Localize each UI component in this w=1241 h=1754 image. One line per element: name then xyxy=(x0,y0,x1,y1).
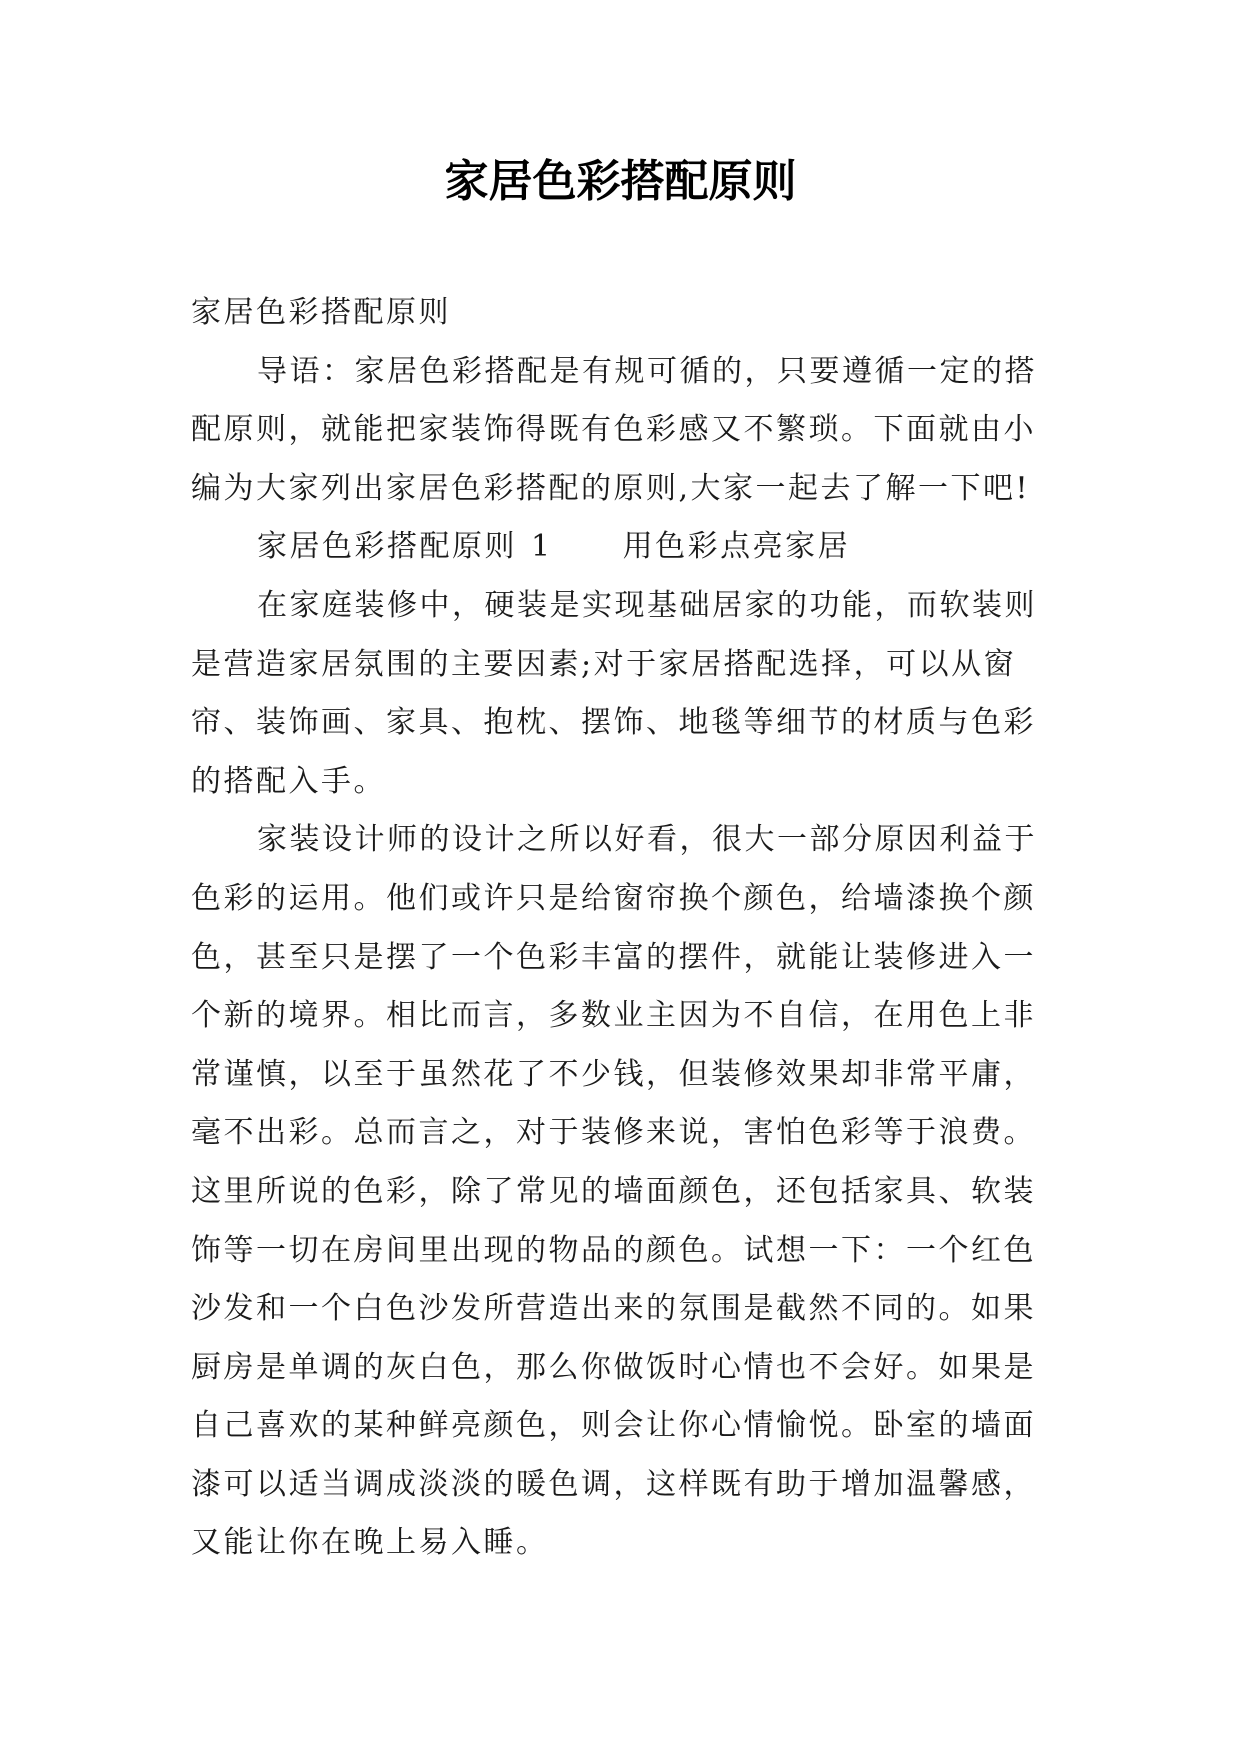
document-subtitle: 家居色彩搭配原则 xyxy=(191,295,451,330)
body-paragraph: 家装设计师的设计之所以好看，很大一部分原因利益于色彩的运用。他们或许只是给窗帘换个颜色，给墙漆换个颜色，甚至只是摆了一个色彩丰富的摆件，就能让装修进入一个新的境界。相比而言，多数业主因为不自信，在用色上非常谨慎，以至于虽然花了不少钱，但装修效果却非常平庸，毫不出彩。总而言之，对于装修来说，害怕色彩等于浪费。这里所说的色彩，除了常见的墙面颜色，还包括家具、软装饰等一切在房间里出现的物品的颜色。试想一下：一个红色沙发和一个白色沙发所营造出来的氛围是截然不同的。如果厨房是单调的灰白色，那么你做饭时心情也不会好。如果是自己喜欢的某种鲜亮颜色，则会让你心情愉悦。卧室的墙面漆可以适当调成淡淡的暖色调，这样既有助于增加温馨感，又能让你在晚上易入睡。 xyxy=(191,822,1037,1561)
section-number: 1 xyxy=(531,529,553,565)
body-paragraph: 在家庭装修中，硬装是实现基础居家的功能，而软装则是营造家居氛围的主要因素;对于家居搭配选择，可以从窗帘、装饰画、家具、抱枕、摆饰、地毯等细节的材质与色彩的搭配入手。 xyxy=(191,587,1037,799)
document-title: 家居色彩搭配原则 xyxy=(444,156,797,207)
section-label: 家居色彩搭配原则 xyxy=(257,529,517,565)
intro-paragraph: 导语：家居色彩搭配是有规可循的，只要遵循一定的搭配原则，就能把家装饰得既有色彩感又不繁琐。下面就由小编为大家列出家居色彩搭配的原则,大家一起去了解一下吧! xyxy=(191,353,1037,506)
document-body xyxy=(191,284,1051,1573)
section-title: 用色彩点亮家居 xyxy=(622,529,851,565)
section-heading xyxy=(191,518,1051,577)
